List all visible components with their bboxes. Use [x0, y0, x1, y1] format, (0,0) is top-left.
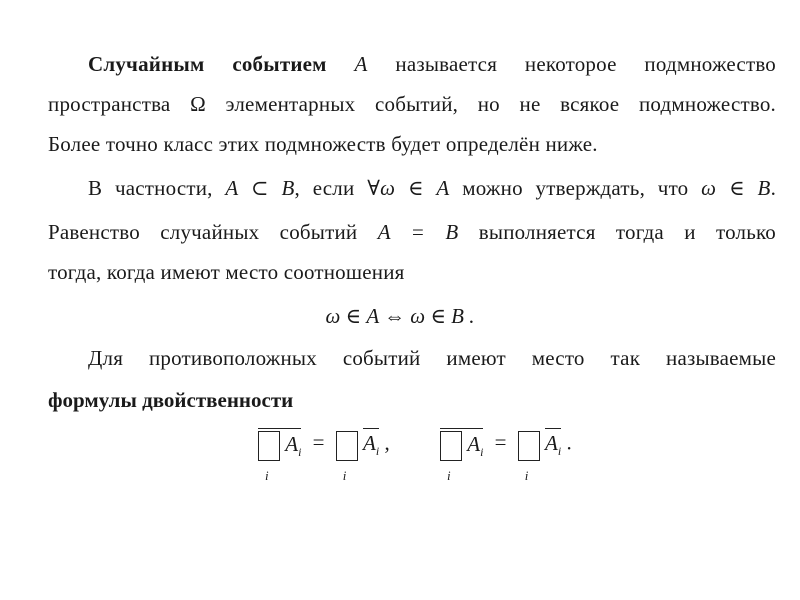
elem-expr: ω ∈ B	[701, 176, 771, 200]
intersection-operator-icon	[336, 431, 358, 483]
paragraph-1-line-3: Более точно класс этих подмножеств будет определён ниже.	[48, 132, 598, 156]
p2-l2-start: Равенство случайных событий	[48, 220, 358, 244]
f1-lhs-overline	[258, 428, 302, 483]
var-a: A	[354, 52, 368, 76]
f1-a-complement	[363, 428, 379, 459]
f1-lhs	[258, 428, 302, 483]
f2-equals: =	[494, 430, 507, 455]
paragraph-1-line-1	[48, 48, 776, 80]
duality-formula-2	[440, 428, 572, 488]
paragraph-2-line-1	[48, 172, 776, 204]
f2-a-complement	[545, 428, 561, 459]
end-dot: .	[770, 176, 777, 200]
f2-lhs-overline	[440, 428, 484, 483]
f1-a	[285, 431, 302, 459]
duality-formula-1	[258, 428, 390, 488]
op-index: i	[524, 467, 529, 483]
f2-a2-sub: i	[557, 444, 562, 459]
can-text: можно утверждать, что	[462, 176, 689, 200]
f1-a2-sub: i	[375, 444, 380, 459]
union-operator-icon	[258, 431, 280, 483]
p2-lead: В частности,	[88, 176, 213, 200]
f1-comma: ,	[384, 430, 390, 455]
f1-a2-letter: A	[363, 431, 376, 456]
f2-a-letter: A	[467, 431, 481, 456]
if-text: , если	[294, 176, 355, 200]
f2-a2-letter: A	[545, 431, 558, 456]
f1-rhs	[336, 428, 380, 483]
p1-rest: называется некоторое подмножество	[395, 52, 777, 76]
p2-l2-end: выполняется тогда и только	[478, 220, 777, 244]
paragraph-1-line-2: пространства Ω элементарных событий, но не всякое подмножество.	[48, 92, 776, 116]
f2-rhs	[518, 428, 562, 483]
f1-a-sub: i	[298, 445, 302, 459]
duality-formulas-heading: формулы двойственности	[48, 388, 294, 412]
op-index: i	[342, 467, 347, 483]
f2-dot: .	[566, 430, 572, 455]
union-operator-icon	[518, 431, 540, 483]
equivalence-formula: ω ∈ A ⇔ ω ∈ B .	[325, 304, 475, 328]
f1-a-letter: A	[285, 431, 299, 456]
f2-a	[467, 431, 484, 459]
f1-equals: =	[312, 430, 325, 455]
op-index: i	[265, 468, 269, 483]
forall-expr: ∀ω ∈ A	[367, 176, 450, 200]
intersection-operator-icon	[440, 431, 462, 483]
paragraph-3-line-1: Для противоположных событий имеют место так называемые	[88, 346, 776, 370]
eq-expr: A = B	[377, 220, 459, 244]
f2-a-sub: i	[480, 445, 484, 459]
bold-term: Случайным событием	[88, 52, 327, 76]
subset-expr: A ⊂ B	[225, 176, 295, 200]
op-index: i	[447, 468, 451, 483]
f2-lhs	[440, 428, 484, 483]
paragraph-2-line-2	[48, 216, 776, 248]
paragraph-2-line-3: тогда, когда имеют место соотношения	[48, 260, 405, 284]
